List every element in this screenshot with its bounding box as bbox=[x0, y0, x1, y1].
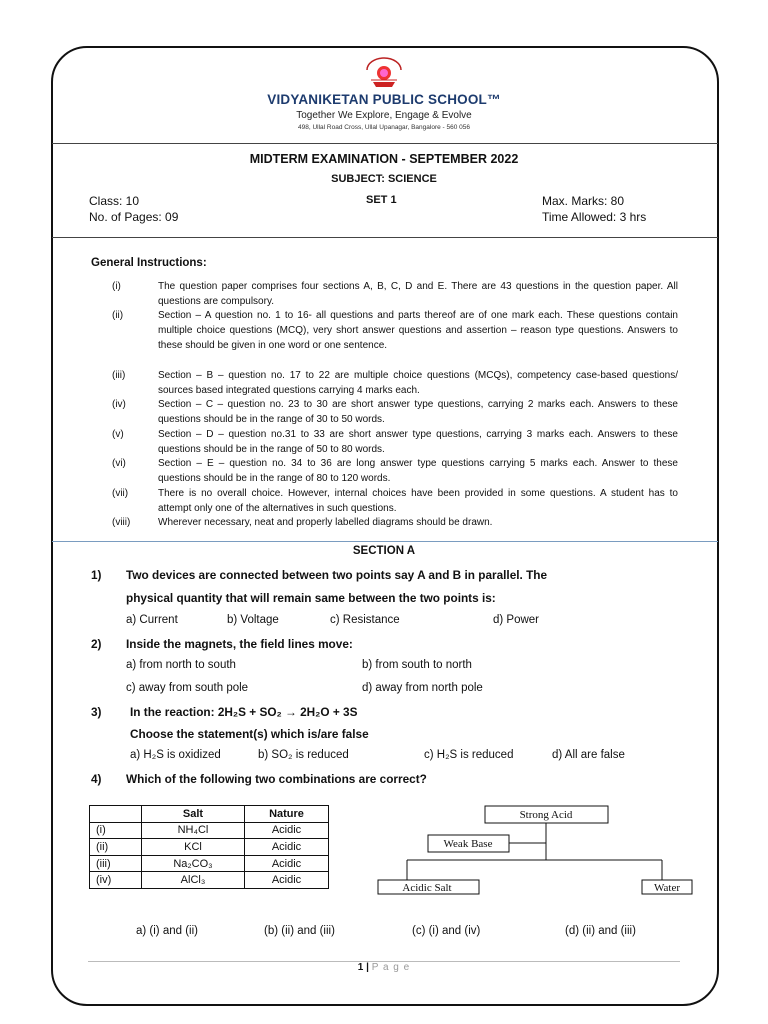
instruction-number: (viii) bbox=[112, 517, 131, 528]
header-divider bbox=[52, 143, 718, 144]
option-d: d) away from north pole bbox=[362, 682, 483, 694]
instruction-text: Wherever necessary, neat and properly labelled diagrams should be drawn. bbox=[158, 517, 493, 528]
max-marks: Max. Marks: 80 bbox=[542, 194, 625, 208]
option-d: d) All are false bbox=[552, 749, 625, 761]
option-c: c) away from south pole bbox=[126, 682, 249, 694]
table-cell: (i) bbox=[90, 822, 142, 839]
school-name: VIDYANIKETAN PUBLIC SCHOOL™ bbox=[267, 92, 501, 107]
question-text: Choose the statement(s) which is/are false bbox=[130, 727, 369, 741]
option-c: (c) (i) and (iv) bbox=[412, 925, 481, 937]
diagram-label-weak-base: Weak Base bbox=[443, 838, 493, 850]
page-label: P a g e bbox=[371, 962, 411, 973]
question-number: 1) bbox=[91, 568, 102, 582]
meta-divider bbox=[52, 237, 718, 238]
option-b: b) SO₂ is reduced bbox=[258, 749, 349, 761]
option-b: b) Voltage bbox=[227, 614, 279, 626]
salt-table bbox=[89, 805, 329, 889]
option-b: b) from south to north bbox=[362, 659, 472, 671]
page-number: 1 bbox=[357, 962, 364, 973]
instruction-number: (iv) bbox=[112, 399, 126, 410]
question-text: Inside the magnets, the field lines move: bbox=[126, 637, 353, 651]
school-emblem-icon bbox=[357, 56, 411, 90]
table-row bbox=[90, 855, 329, 872]
table-cell: Na₂CO₃ bbox=[142, 855, 245, 872]
instruction-number: (vi) bbox=[112, 458, 126, 469]
table-cell: Acidic bbox=[245, 839, 329, 856]
instruction-number: (ii) bbox=[112, 310, 124, 321]
table-cell: (iii) bbox=[90, 855, 142, 872]
instruction-text: Section – E – question no. 34 to 36 are long answer type questions carrying 5 marks each. Answer to these questions should be in the range of 80 to 120 words. bbox=[158, 458, 678, 484]
instruction-text: Section – A question no. 1 to 16- all questions and parts thereof are of one mark each. These questions contain multiple choice questions (MCQ), very short answer questions and assertion – reason type questions. Answers to these should be given in one word or one sentence. bbox=[158, 310, 678, 351]
option-d: (d) (ii) and (iii) bbox=[565, 925, 636, 937]
instruction-text: Section – B – question no. 17 to 22 are multiple choice questions (MCQs), competency case-based questions/ sources based integrated questions carrying 4 marks each. bbox=[158, 370, 678, 396]
question-text: In the reaction: 2H₂S + SO₂ → 2H₂O + 3S bbox=[130, 705, 358, 719]
question-text: Which of the following two combinations are correct? bbox=[126, 772, 427, 786]
section-a-title: SECTION A bbox=[352, 545, 416, 557]
table-cell: (iv) bbox=[90, 872, 142, 889]
question-text: Two devices are connected between two points say A and B in parallel. The bbox=[126, 568, 548, 582]
table-cell: KCl bbox=[142, 839, 245, 856]
table-row bbox=[90, 822, 329, 839]
instruction-number: (iii) bbox=[112, 370, 126, 381]
table-header: Salt bbox=[142, 806, 245, 823]
footer-separator: | bbox=[366, 962, 369, 973]
question-number: 2) bbox=[91, 637, 102, 651]
table-cell: Acidic bbox=[245, 822, 329, 839]
instruction-number: (v) bbox=[112, 429, 124, 440]
set-label: SET 1 bbox=[366, 194, 397, 206]
subject-title: SUBJECT: SCIENCE bbox=[331, 173, 437, 185]
table-header: Nature bbox=[245, 806, 329, 823]
table-cell: Acidic bbox=[245, 855, 329, 872]
page-count: No. of Pages: 09 bbox=[89, 210, 179, 224]
table-cell: Acidic bbox=[245, 872, 329, 889]
table-header-row bbox=[90, 806, 329, 823]
instruction-number: (i) bbox=[112, 281, 121, 292]
diagram-label-strong-acid: Strong Acid bbox=[519, 809, 573, 821]
instruction-text: The question paper comprises four sections A, B, C, D and E. There are 43 questions in the question paper. All questions are compulsory. bbox=[158, 281, 678, 307]
option-a: a) from north to south bbox=[126, 659, 236, 671]
school-tagline: Together We Explore, Engage & Evolve bbox=[296, 110, 472, 121]
table-cell: NH₄Cl bbox=[142, 822, 245, 839]
instruction-text: There is no overall choice. However, internal choices have been provided in some questions. A student has to attempt only one of the alternatives in such questions. bbox=[158, 488, 678, 514]
class-label: Class: 10 bbox=[89, 194, 140, 208]
exam-title: MIDTERM EXAMINATION - SEPTEMBER 2022 bbox=[249, 152, 519, 166]
table-row bbox=[90, 839, 329, 856]
option-b: (b) (ii) and (iii) bbox=[264, 925, 335, 937]
school-address: 498, Ullal Road Cross, Ullal Upanagar, Bangalore - 560 056 bbox=[298, 124, 470, 131]
diagram-label-water: Water bbox=[654, 882, 680, 894]
instructions-title: General Instructions: bbox=[91, 257, 207, 269]
table-row bbox=[90, 872, 329, 889]
option-c: c) Resistance bbox=[330, 614, 400, 626]
instruction-text: Section – C – question no. 23 to 30 are short answer type questions, carrying 2 marks each. Answers to these questions should be in the range of 30 to 50 words. bbox=[158, 399, 678, 425]
option-a: a) Current bbox=[126, 614, 178, 626]
time-allowed: Time Allowed: 3 hrs bbox=[542, 210, 647, 224]
page-footer bbox=[0, 962, 768, 973]
option-d: d) Power bbox=[493, 614, 540, 626]
option-a: a) H₂S is oxidized bbox=[130, 749, 221, 761]
section-divider bbox=[52, 541, 718, 542]
diagram-label-acidic-salt: Acidic Salt bbox=[402, 882, 452, 894]
table-cell: AlCl₃ bbox=[142, 872, 245, 889]
salt-diagram bbox=[370, 800, 700, 900]
question-number: 3) bbox=[91, 705, 102, 719]
table-header bbox=[90, 806, 142, 823]
question-text: physical quantity that will remain same between the two points is: bbox=[126, 591, 496, 605]
question-number: 4) bbox=[91, 772, 102, 786]
option-c: c) H₂S is reduced bbox=[424, 749, 514, 761]
instruction-text: Section – D – question no.31 to 33 are short answer type questions, carrying 3 marks each. Answers to these questions should be in the range of 50 to 80 words. bbox=[158, 429, 678, 455]
table-cell: (ii) bbox=[90, 839, 142, 856]
instruction-number: (vii) bbox=[112, 488, 129, 499]
option-a: a) (i) and (ii) bbox=[136, 925, 198, 937]
